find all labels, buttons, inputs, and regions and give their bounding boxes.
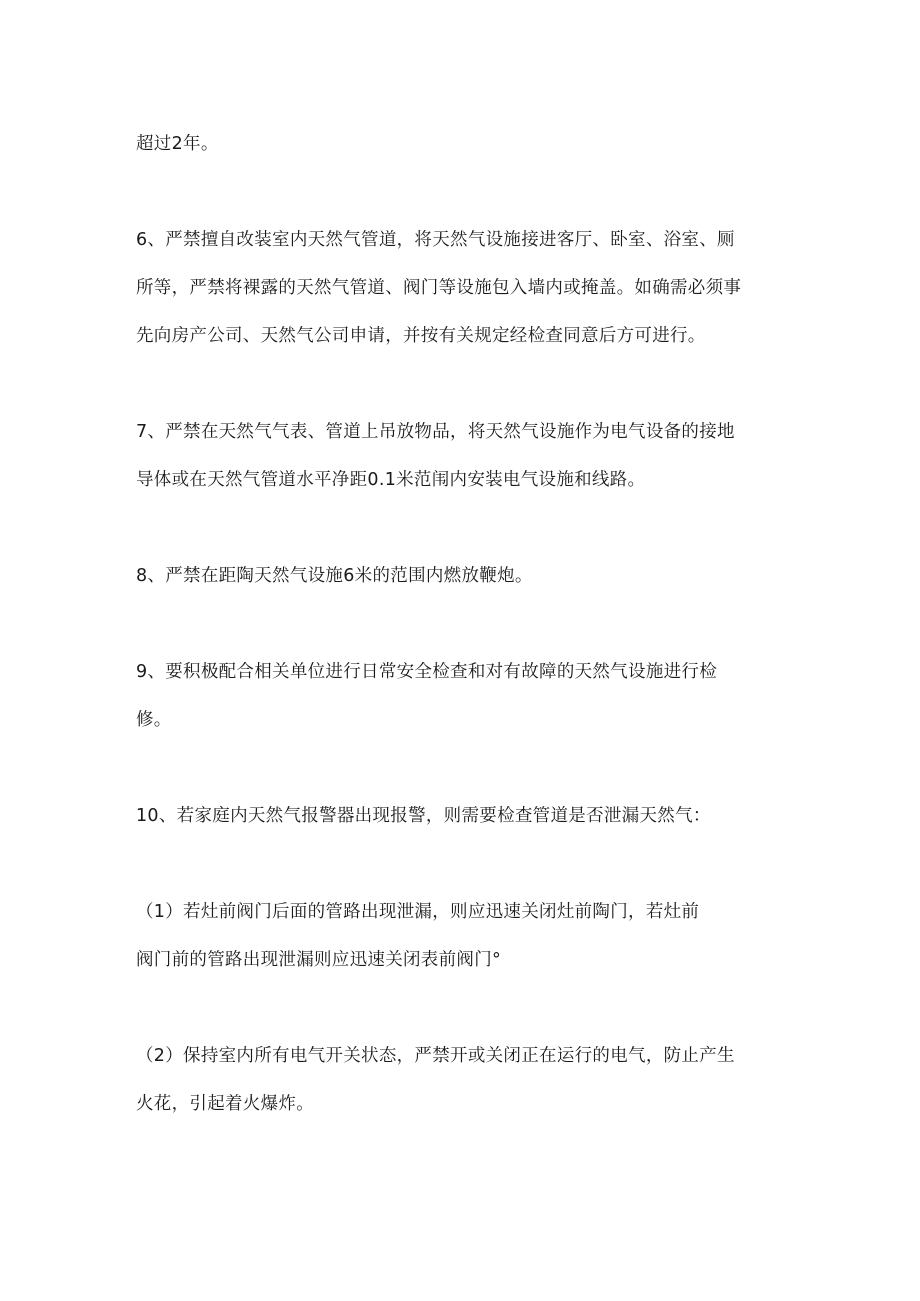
subitem-2-line-2: 火花，引起着火爆炸。: [136, 1094, 314, 1114]
item-6-line-3: 先向房产公司、天然气公司申请，并按有关规定经检查同意后方可进行。: [136, 326, 706, 346]
subitem-1-line-1: （1）若灶前阀门后面的管路出现泄漏，则应迅速关闭灶前陶门，若灶前: [136, 902, 700, 922]
subitem-2-line-1: （2）保持室内所有电气开关状态，严禁开或关闭正在运行的电气，防止产生: [136, 1046, 735, 1066]
item-7-line-2: 导体或在天然气管道水平净距0.1米范闱内安装电气设施和线路。: [136, 470, 646, 490]
text-line-1: 超过2年。: [136, 134, 219, 154]
item-9-line-2: 修。: [136, 710, 172, 730]
item-6-line-2: 所等，严禁将裸露的天然气管道、阀门等设施包入墙内或掩盖。如确需必须事: [136, 278, 742, 298]
item-7-line-1: 7、严禁在天然气气表、管道上吊放物品，将天然气设施作为电气设备的接地: [136, 422, 735, 442]
item-10-line-1: 10、若家庭内天然气报警器出现报警，则需要检查管道是否泄漏天然气：: [136, 806, 711, 826]
item-9-line-1: 9、要积极配合相关单位进行日常安全检查和对有故障的天然气设施进行检: [136, 662, 718, 682]
item-8-line-1: 8、严禁在距陶天然气设施6米的范围内燃放鞭炮。: [136, 566, 533, 586]
item-6-line-1: 6、严禁擅自改装室内天然气管道，将天然气设施接进客厅、卧室、浴室、厕: [136, 230, 735, 250]
subitem-1-line-2: 阀门前的管路出现泄漏则应迅速关闭表前阀门°: [136, 950, 502, 970]
